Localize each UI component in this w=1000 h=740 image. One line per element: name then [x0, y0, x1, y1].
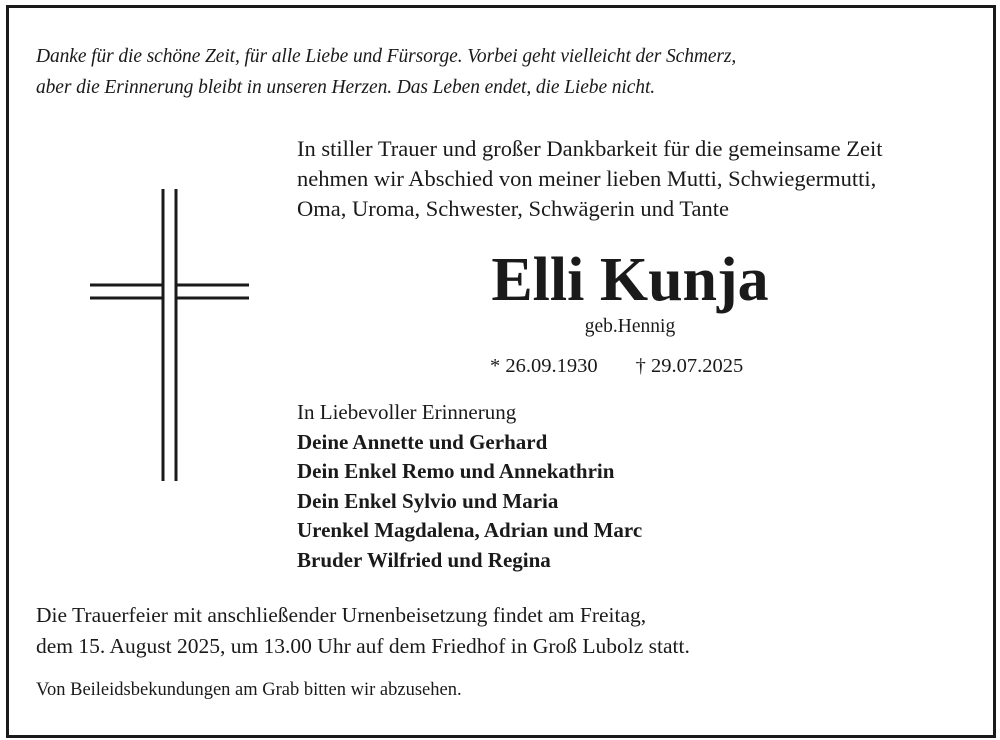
service-line: Die Trauerfeier mit anschließender Urnenbeisetzung findet am Freitag, [36, 603, 647, 627]
motto-line: Danke für die schöne Zeit, für alle Liebe und Fürsorge. Vorbei geht vielleicht der Schmerz, [36, 46, 737, 67]
mourner-entry: Bruder Wilfried und Regina [297, 547, 551, 572]
cross-icon [90, 189, 250, 481]
motto-quote [36, 41, 936, 103]
birth-date: * 26.09.1930 [490, 355, 598, 377]
intro-line: nehmen wir Abschied von meiner lieben Mutti, Schwiegermutti, [297, 166, 877, 191]
mourner-entry: Urenkel Magdalena, Adrian und Marc [297, 518, 643, 542]
mourners-lead: In Liebevoller Erinnerung [297, 400, 517, 424]
mourner-entry: Dein Enkel Remo und Annekathrin [297, 459, 615, 483]
funeral-service-info [36, 600, 966, 662]
mourners-list [297, 398, 897, 575]
death-date: † 29.07.2025 [635, 355, 744, 377]
intro-line: Oma, Uroma, Schwester, Schwägerin und Tante [297, 196, 729, 221]
motto-line: aber die Erinnerung bleibt in unseren Herzen. Das Leben endet, die Liebe nicht. [36, 77, 656, 98]
condolence-note: Von Beileidsbekundungen am Grab bitten wir abzusehen. [36, 680, 462, 700]
mourner-entry: Dein Enkel Sylvio und Maria [297, 488, 559, 513]
life-dates [490, 351, 790, 381]
birth-name: geb.Hennig [584, 316, 676, 337]
service-line: dem 15. August 2025, um 13.00 Uhr auf dem Friedhof in Groß Lubolz statt. [36, 634, 690, 658]
mourner-entry: Deine Annette und Gerhard [297, 429, 548, 454]
deceased-name: Elli Kunja [491, 246, 769, 314]
intro-line: In stiller Trauer und großer Dankbarkeit für die gemeinsame Zeit [297, 136, 883, 161]
intro-text [297, 134, 977, 224]
